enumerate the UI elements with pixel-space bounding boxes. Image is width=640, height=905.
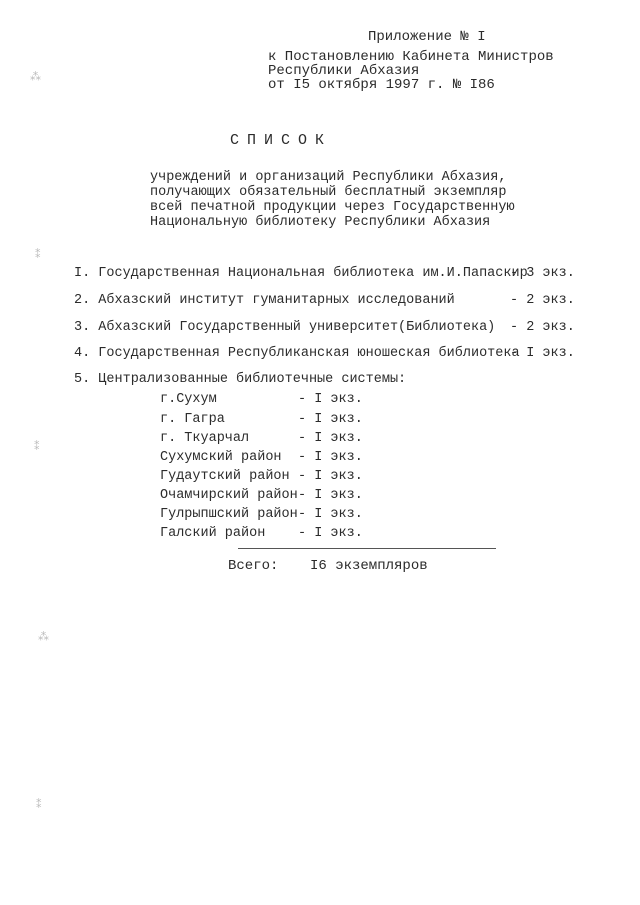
- scan-artifact: ⁑: [35, 250, 41, 262]
- sub-item-qty: - I экз.: [298, 412, 363, 427]
- sub-item-name: Сухумский район: [160, 450, 282, 465]
- subtitle-line-4: Национальную библиотеку Республики Абхазия: [150, 215, 491, 230]
- sub-item-qty: - I экз.: [298, 450, 363, 465]
- list-item-2: 2. Абхазский институт гуманитарных исследований: [74, 293, 455, 308]
- sub-item-qty: - I экз.: [298, 469, 363, 484]
- document-title: СПИСОК: [230, 132, 333, 149]
- sub-item-qty: - I экз.: [298, 488, 363, 503]
- sub-item-name: Гудаутский район: [160, 469, 290, 484]
- header-line-2: к Постановлению Кабинета Министров: [268, 49, 554, 65]
- sub-item-qty: - I экз.: [298, 431, 363, 446]
- total-label: Всего:: [228, 558, 279, 574]
- total-value: I6 экземпляров: [310, 558, 428, 574]
- subtitle-line-2: получающих обязательный бесплатный экземпляр: [150, 185, 507, 200]
- scan-artifact: ⁑: [34, 442, 40, 454]
- scan-artifact: ⁂: [30, 72, 41, 84]
- sub-item-name: г. Ткуарчал: [160, 431, 250, 446]
- appendix-number: Приложение № I: [368, 29, 486, 45]
- header-line-4: от I5 октября 1997 г. № I86: [268, 77, 495, 93]
- list-item-4-qty: - I экз.: [510, 346, 575, 361]
- list-item-4: 4. Государственная Республиканская юношеская библиотека: [74, 346, 520, 361]
- sub-item-qty: - I экз.: [298, 507, 363, 522]
- scan-artifact: ⁑: [36, 800, 42, 812]
- list-item-1-qty: - 3 экз.: [510, 266, 575, 281]
- sub-item-name: Гулрыпшский район: [160, 507, 298, 522]
- scan-artifact: ⁂: [38, 632, 49, 644]
- subtitle-line-3: всей печатной продукции через Государственную: [150, 200, 515, 215]
- sub-item-qty: - I экз.: [298, 392, 363, 407]
- sub-item-name: Галский район: [160, 526, 266, 541]
- sub-item-name: г.Сухум: [160, 392, 217, 407]
- subtitle-line-1: учреждений и организаций Республики Абхазия,: [150, 170, 507, 185]
- list-item-2-qty: - 2 экз.: [510, 293, 575, 308]
- sub-item-qty: - I экз.: [298, 526, 363, 541]
- list-item-5: 5. Централизованные библиотечные системы:: [74, 372, 407, 387]
- list-item-3-qty: - 2 экз.: [510, 320, 575, 335]
- header-line-3: Республики Абхазия: [268, 63, 420, 79]
- list-item-1: I. Государственная Национальная библиотека им.И.Папаскир: [74, 266, 528, 281]
- sub-item-name: Очамчирский район: [160, 488, 298, 503]
- sub-item-name: г. Гагра: [160, 412, 225, 427]
- list-item-3: 3. Абхазский Государственный университет(Библиотека): [74, 320, 496, 335]
- total-divider: [238, 548, 496, 549]
